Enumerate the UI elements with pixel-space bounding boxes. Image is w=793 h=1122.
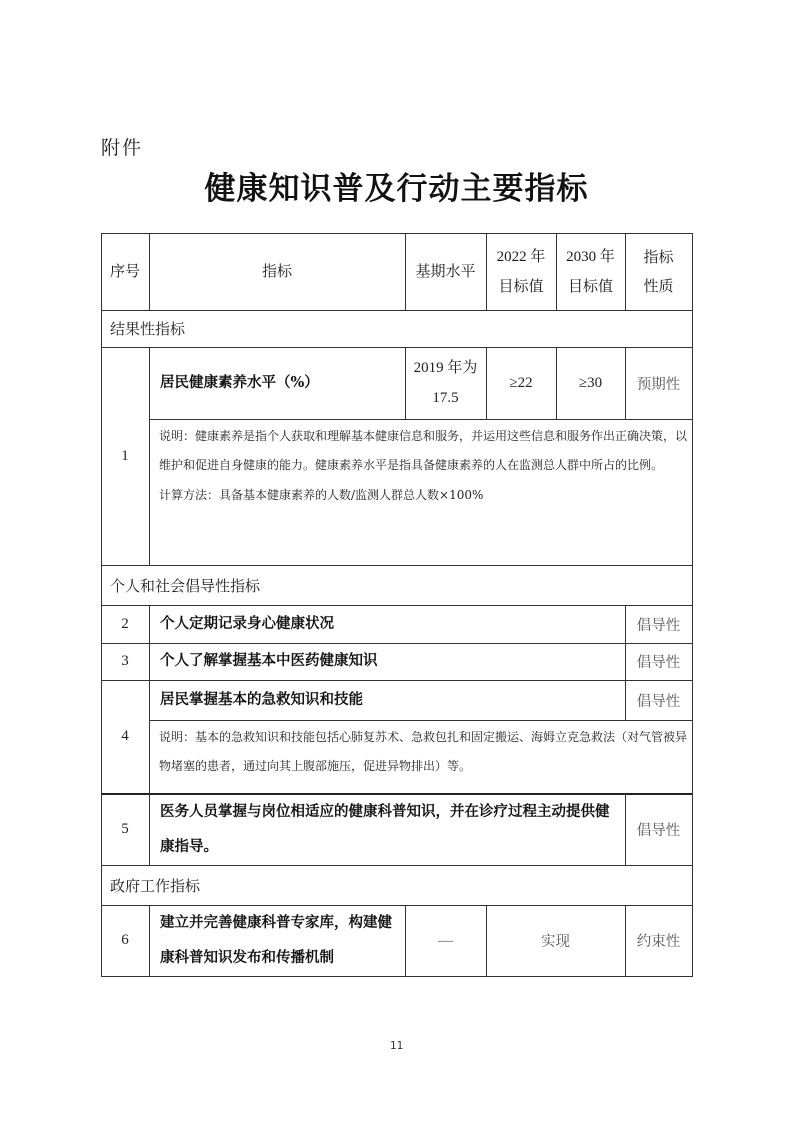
row-seq: 6: [121, 932, 129, 948]
row-indicator: 个人定期记录身心健康状况: [160, 614, 334, 632]
header-nature-line2: 性质: [643, 276, 674, 295]
row-seq: 5: [121, 821, 129, 837]
row-nature: 倡导性: [636, 693, 681, 710]
table-line: [149, 720, 693, 721]
row-indicator: 居民健康素养水平（%）: [160, 373, 319, 391]
header-seq: 序号: [109, 262, 140, 281]
row-baseline: —: [438, 932, 453, 949]
header-indicator: 指标: [261, 262, 292, 281]
header-baseline: 基期水平: [415, 262, 476, 281]
table-border-right: [692, 233, 693, 977]
row-note-text: 说明：健康素养是指个人获取和理解基本健康信息和服务，并运用这些信息和服务作出正确决策，以维护和促进自身健康的能力。健康素养水平是指具备健康素养的人在监测总人群中所占的比例。: [159, 429, 688, 473]
row-baseline: [405, 347, 486, 419]
row-note: [149, 422, 692, 565]
header-target-2022-year: 2022 年: [496, 249, 546, 265]
row-nature: 预期性: [636, 376, 681, 393]
attachment-label: 附件: [101, 137, 144, 159]
header-target-2030-label: 目标值: [567, 276, 613, 295]
row-indicator: 建立并完善健康科普专家库，构建健康科普知识发布和传播机制: [160, 914, 392, 966]
row-nature: 约束性: [636, 934, 681, 950]
section-title-government: 政府工作指标: [110, 876, 201, 895]
row-nature: 倡导性: [636, 617, 681, 634]
table-line: [149, 419, 693, 420]
row-target-2022: ≥22: [509, 375, 533, 391]
row-target: 实现: [541, 934, 570, 950]
header-target-2022: [486, 233, 556, 310]
section-title-advocacy: 个人和社会倡导性指标: [110, 576, 261, 595]
row-seq: 4: [121, 728, 129, 744]
row-baseline-line2: 17.5: [432, 390, 459, 406]
row-nature: 倡导性: [636, 823, 681, 839]
header-target-2030-year: 2030 年: [566, 249, 615, 265]
header-target-2030: [556, 233, 625, 310]
header-target-2022-label: 目标值: [498, 276, 544, 295]
row-seq: 3: [121, 653, 129, 669]
row-seq: 1: [121, 447, 129, 464]
row-indicator: 居民掌握基本的急救知识和技能: [160, 690, 363, 708]
row-baseline-line1: 2019 年为: [413, 360, 478, 376]
row-seq: 2: [121, 615, 129, 632]
row-indicator: 医务人员掌握与岗位相适应的健康科普知识，并在诊疗过程主动提供健康指导。: [160, 803, 610, 855]
section-title-outcome: 结果性指标: [110, 320, 186, 338]
row-target-2030: ≥30: [578, 375, 603, 391]
header-nature-line1: 指标: [643, 248, 674, 266]
row-calc-method: 计算方法：具备基本健康素养的人数/监测人群总人数×100%: [159, 487, 484, 502]
row-note-text: 说明：基本的急救知识和技能包括心肺复苏术、急救包扎和固定搬运、海姆立克急救法（对气管被异物堵塞的患者，通过向其上腹部施压，促进异物排出）等。: [159, 730, 688, 774]
page-number: 11: [389, 1039, 404, 1052]
table-border-bottom: [101, 976, 693, 977]
row-nature: 倡导性: [636, 655, 681, 671]
page-title: 健康知识普及行动主要指标: [204, 171, 589, 207]
row-note: [149, 723, 692, 793]
row-indicator: 个人了解掌握基本中医药健康知识: [160, 652, 378, 670]
header-nature: [625, 233, 692, 310]
